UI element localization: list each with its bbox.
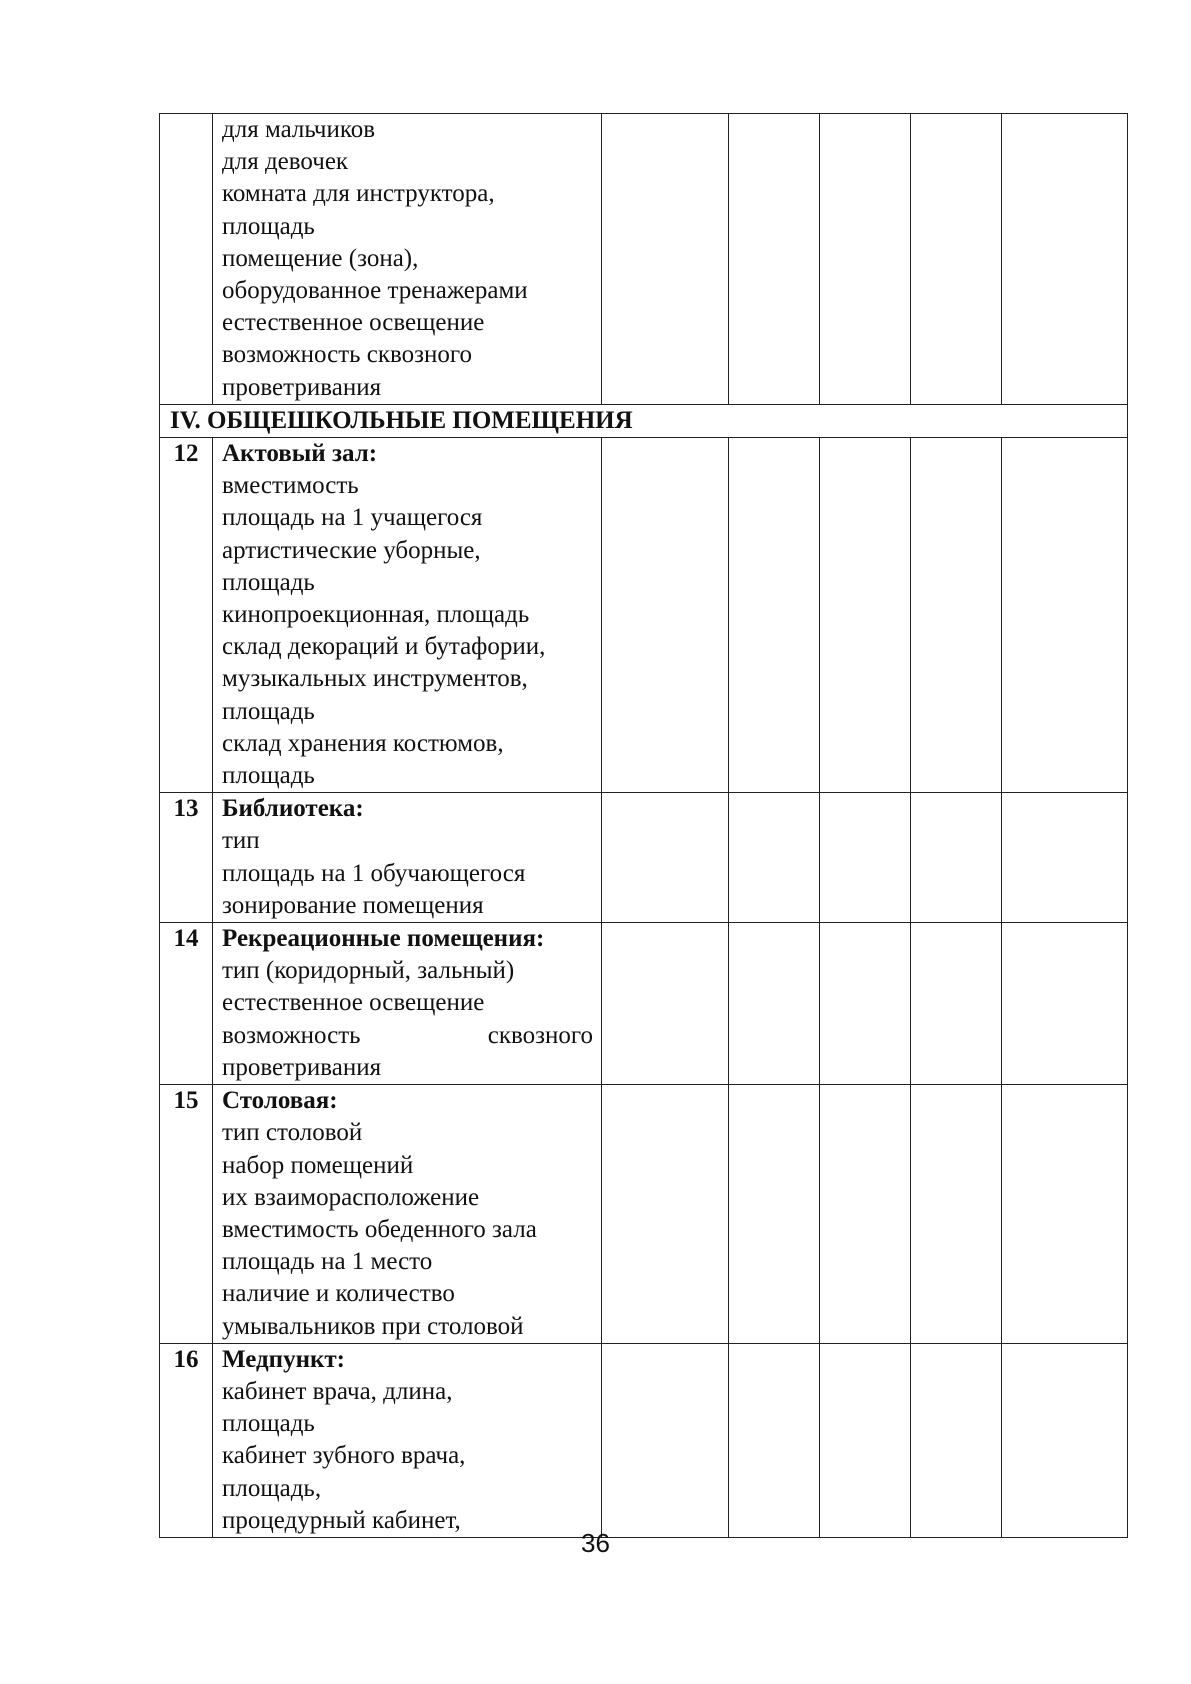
empty-cell: [911, 1343, 1002, 1537]
inspection-table: [159, 113, 1128, 1538]
name-cell: [213, 1343, 602, 1537]
empty-cell: [820, 923, 911, 1085]
item-heading: Столовая:: [222, 1087, 338, 1115]
item-line: площадь на 1 место: [222, 1248, 433, 1276]
table-row: [160, 438, 1128, 793]
table-row-continuation: [160, 114, 1128, 405]
item-line: умывальников при столовой: [222, 1312, 524, 1340]
empty-cell: [820, 438, 911, 793]
item-line: комната для инструктора,: [222, 180, 495, 208]
item-line: площадь: [222, 697, 315, 725]
empty-cell: [729, 923, 820, 1085]
justified-word: возможность: [222, 1021, 361, 1049]
row-number: 14: [160, 923, 213, 1085]
empty-cell: [911, 1085, 1002, 1344]
item-line: кабинет зубного врача,: [222, 1442, 466, 1470]
empty-cell: [602, 793, 729, 923]
empty-cell: [602, 438, 729, 793]
empty-cell: [1002, 114, 1128, 405]
empty-cell: [1002, 793, 1128, 923]
empty-cell: [820, 1343, 911, 1537]
item-line: площадь: [222, 568, 315, 596]
item-line: процедурный кабинет,: [222, 1506, 461, 1534]
empty-cell: [1002, 1343, 1128, 1537]
number-cell: [160, 114, 213, 405]
item-line: площадь: [222, 1410, 315, 1438]
empty-cell: [820, 114, 911, 405]
table-row: [160, 923, 1128, 1085]
empty-cell: [729, 114, 820, 405]
item-line: оборудованное тренажерами: [222, 277, 528, 305]
row-number: 12: [160, 438, 213, 793]
empty-cell: [729, 1343, 820, 1537]
item-heading: Медпункт:: [222, 1345, 345, 1373]
row-number: 16: [160, 1343, 213, 1537]
item-line: возможность сквозного: [222, 341, 473, 369]
item-line: зонирование помещения: [222, 891, 484, 919]
empty-cell: [911, 114, 1002, 405]
item-line: площадь на 1 учащегося: [222, 504, 483, 532]
item-line: кабинет врача, длина,: [222, 1377, 453, 1405]
item-line: музыкальных инструментов,: [222, 665, 528, 693]
empty-cell: [911, 438, 1002, 793]
item-line: для девочек: [222, 148, 349, 176]
empty-cell: [729, 793, 820, 923]
item-line: склад хранения костюмов,: [222, 729, 504, 757]
empty-cell: [911, 793, 1002, 923]
item-line: площадь: [222, 762, 315, 790]
table-row: [160, 1343, 1128, 1537]
item-line: тип столовой: [222, 1119, 363, 1147]
row-number: 13: [160, 793, 213, 923]
item-line: естественное освещение: [222, 989, 485, 1017]
item-line: площадь: [222, 212, 315, 240]
item-line: вместимость обеденного зала: [222, 1215, 537, 1243]
item-line: площадь,: [222, 1474, 322, 1502]
item-line: наличие и количество: [222, 1280, 455, 1308]
item-heading: Рекреационные помещения:: [222, 925, 545, 953]
name-cell: [213, 114, 602, 405]
empty-cell: [820, 793, 911, 923]
item-line: набор помещений: [222, 1151, 414, 1179]
empty-cell: [1002, 1085, 1128, 1344]
section-title: IV. ОБЩЕШКОЛЬНЫЕ ПОМЕЩЕНИЯ: [160, 404, 1128, 437]
page-number: 36: [581, 1528, 610, 1558]
item-line: склад декораций и бутафории,: [222, 633, 546, 661]
empty-cell: [911, 923, 1002, 1085]
item-line: проветривания: [222, 373, 382, 401]
table-row: [160, 1085, 1128, 1344]
empty-cell: [602, 923, 729, 1085]
item-line: тип: [222, 827, 260, 855]
item-heading: Актовый зал:: [222, 440, 378, 468]
item-line: проветривания: [222, 1053, 382, 1081]
item-line: тип (коридорный, зальный): [222, 957, 515, 985]
name-cell: [213, 793, 602, 923]
empty-cell: [602, 1343, 729, 1537]
empty-cell: [729, 1085, 820, 1344]
empty-cell: [820, 1085, 911, 1344]
name-cell: [213, 923, 602, 1085]
item-line: площадь на 1 обучающегося: [222, 859, 526, 887]
item-line: помещение (зона),: [222, 244, 419, 272]
item-line: артистические уборные,: [222, 536, 481, 564]
row-number: 15: [160, 1085, 213, 1344]
section-header-row: [160, 404, 1128, 437]
item-line: естественное освещение: [222, 309, 485, 337]
table-row: [160, 793, 1128, 923]
item-line: вместимость: [222, 472, 359, 500]
name-cell: [213, 1085, 602, 1344]
empty-cell: [1002, 438, 1128, 793]
item-line: кинопроекционная, площадь: [222, 601, 530, 629]
empty-cell: [602, 114, 729, 405]
justified-word: сквозного: [487, 1021, 593, 1049]
item-line-justified: [222, 1020, 593, 1052]
empty-cell: [729, 438, 820, 793]
name-cell: [213, 438, 602, 793]
empty-cell: [602, 1085, 729, 1344]
item-heading: Библиотека:: [222, 795, 364, 823]
empty-cell: [1002, 923, 1128, 1085]
item-line: для мальчиков: [222, 116, 376, 143]
item-line: их взаиморасположение: [222, 1183, 480, 1211]
